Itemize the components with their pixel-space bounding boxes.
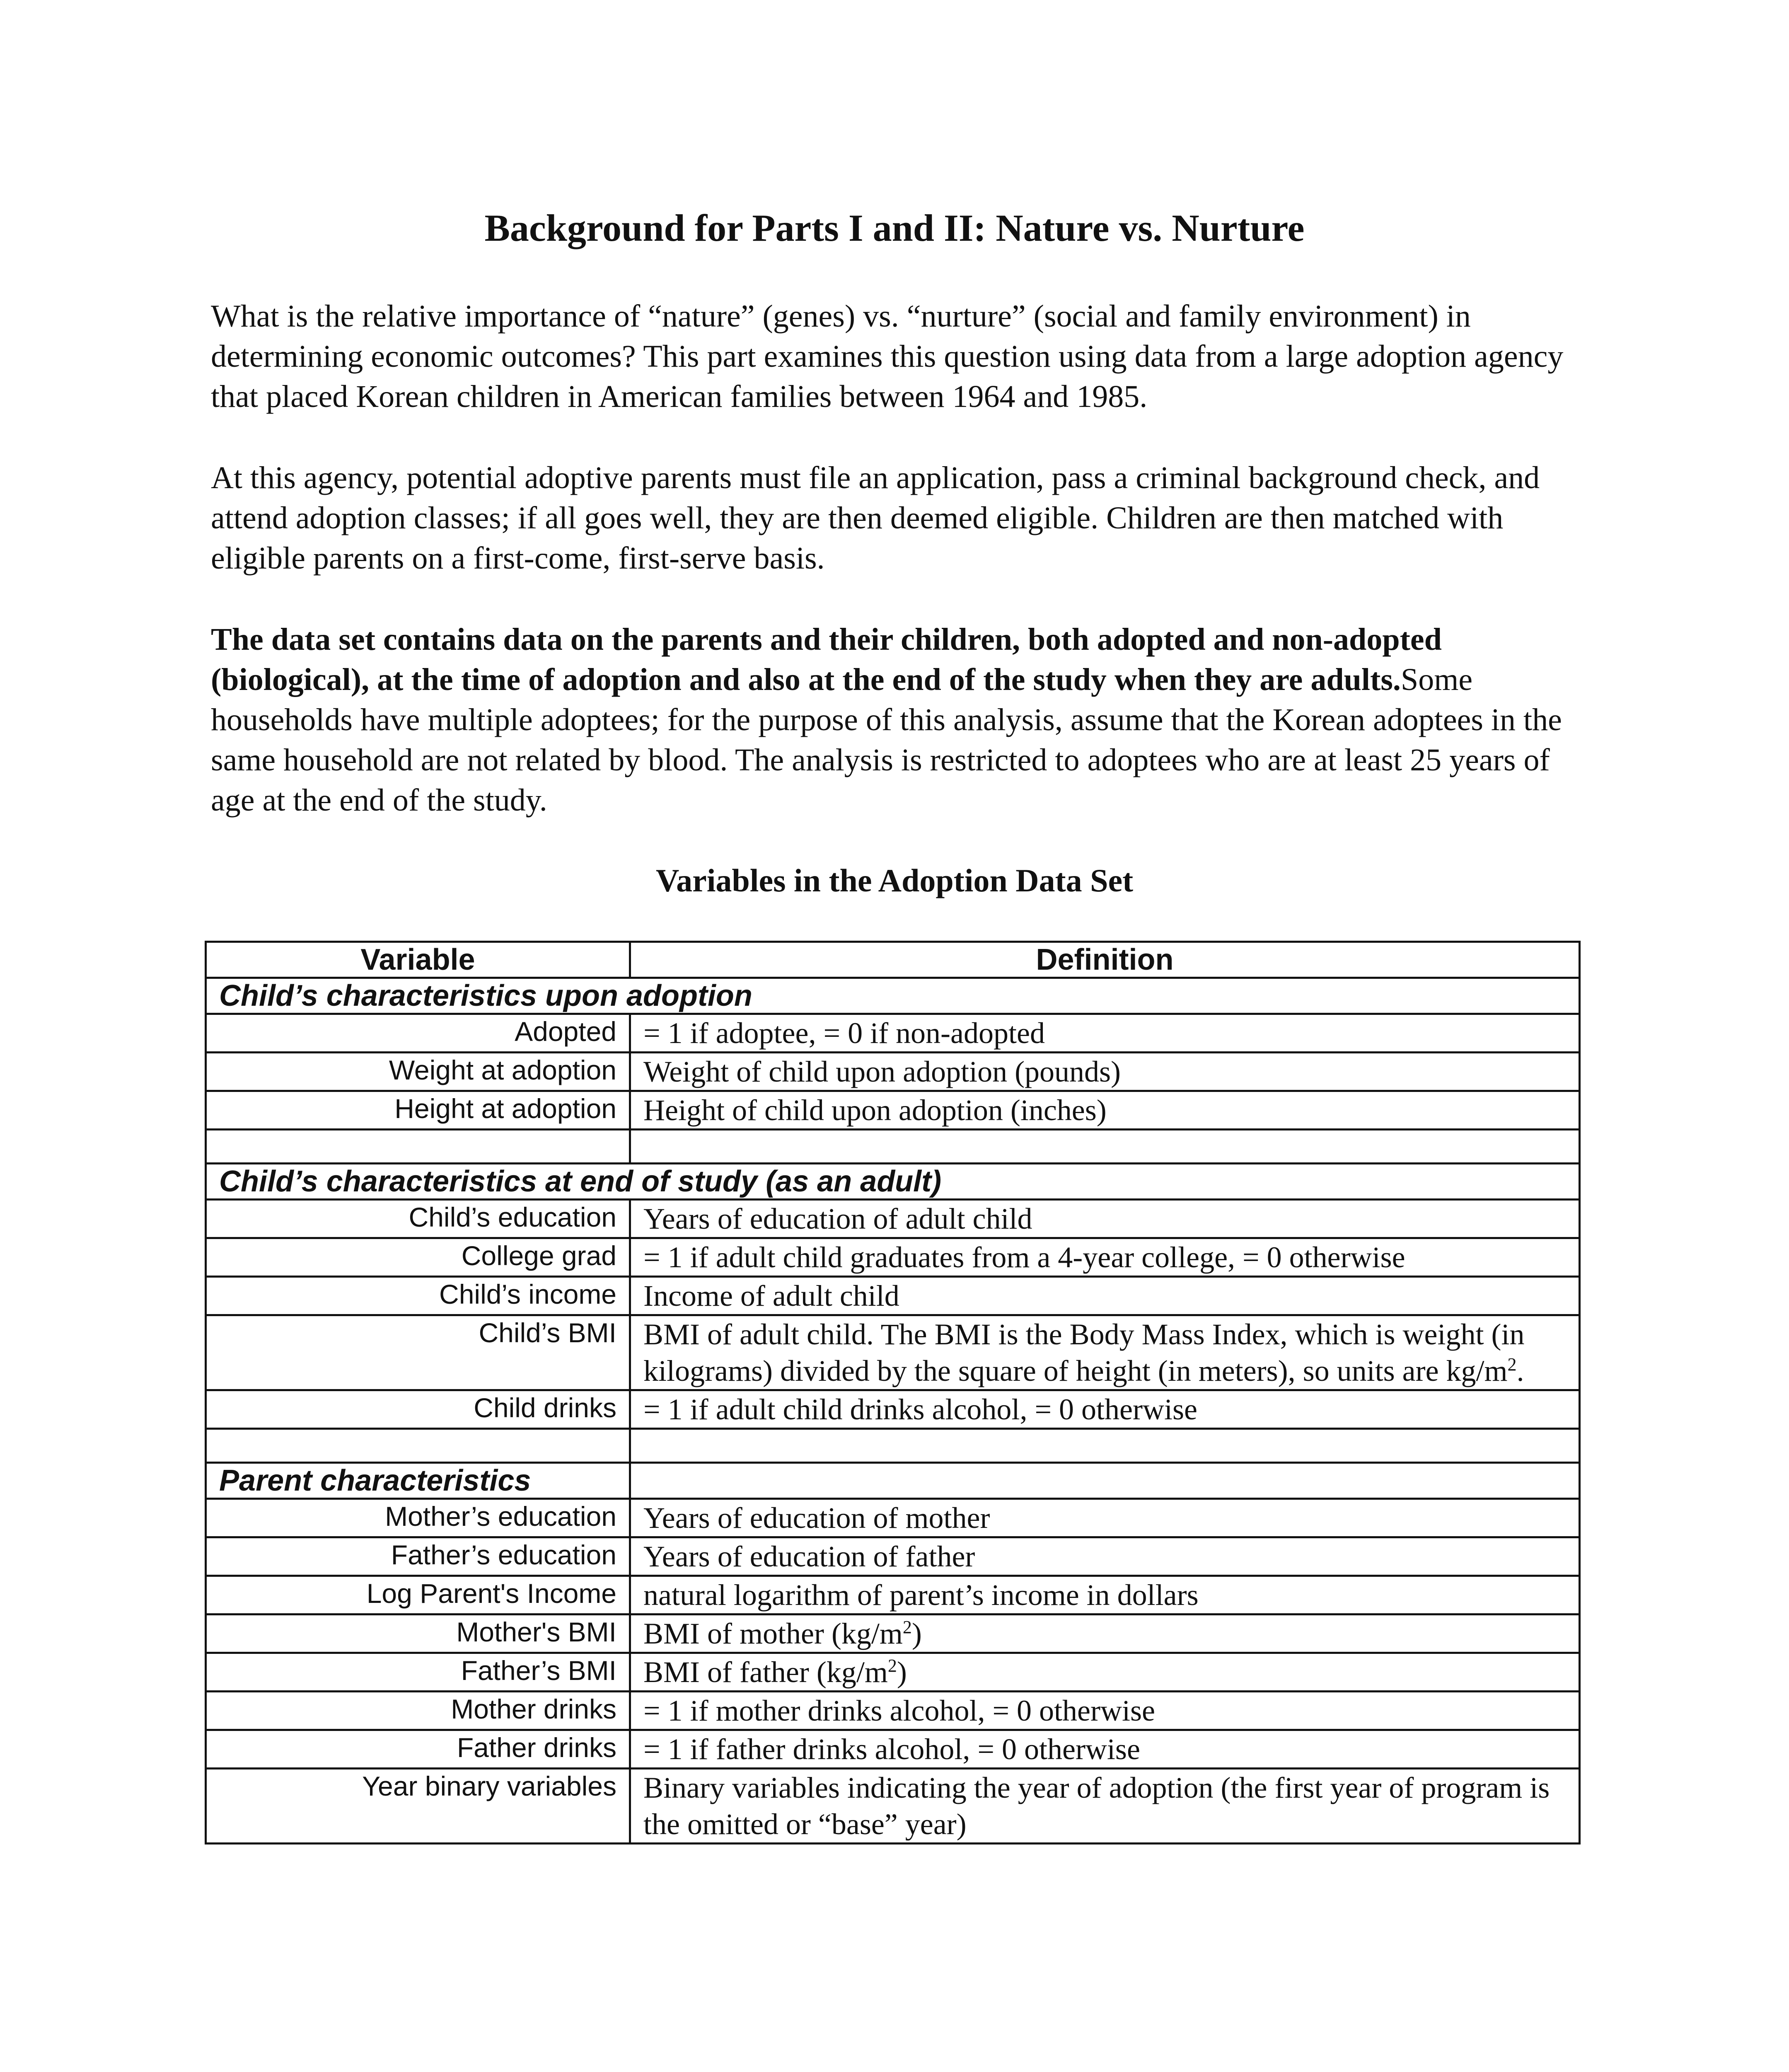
superscript: 2: [1507, 1354, 1517, 1375]
table-row: [206, 1315, 1580, 1390]
table-title: Variables in the Adoption Data Set: [655, 862, 1134, 898]
table-row: [206, 1014, 1580, 1053]
section-parent: Parent characteristics: [206, 1463, 630, 1499]
variable-name: Mother drinks: [206, 1692, 630, 1730]
table-row: [206, 1653, 1580, 1692]
table-row: [206, 1499, 1580, 1537]
page-title: Background for Parts I and II: Nature vs. Nurture: [484, 207, 1305, 249]
table-row: [206, 1238, 1580, 1277]
blank-cell: [206, 1429, 630, 1463]
table-header-row: [206, 942, 1580, 978]
variable-name: Father drinks: [206, 1730, 630, 1769]
mother-bmi-text: BMI of mother (kg/m: [643, 1617, 903, 1650]
variable-definition: Height of child upon adoption (inches): [630, 1091, 1580, 1130]
father-bmi-end: ): [897, 1656, 907, 1689]
variable-name: Child’s income: [206, 1277, 630, 1315]
paragraph-dataset: [211, 620, 1578, 821]
variable-name: Year binary variables: [206, 1769, 630, 1844]
variable-definition: Binary variables indicating the year of adoption (the first year of program is the omitted or “base” year): [630, 1769, 1580, 1844]
mother-bmi-end: ): [911, 1617, 922, 1650]
table-row: [206, 1692, 1580, 1730]
paragraph-dataset-bold: The data set contains data on the parents and their children, both adopted and non-adopted (biological), at the time of adoption and also at the end of the study when they are adults.: [211, 622, 1442, 697]
table-row: [206, 1537, 1580, 1576]
variable-definition: = 1 if adult child graduates from a 4-year college, = 0 otherwise: [630, 1238, 1580, 1277]
section-row: [206, 978, 1580, 1014]
variable-definition: natural logarithm of parent’s income in dollars: [630, 1576, 1580, 1615]
table-row: [206, 1200, 1580, 1238]
table-row: [206, 1091, 1580, 1130]
section-child-adoption: Child’s characteristics upon adoption: [206, 978, 1580, 1014]
paragraph-agency: At this agency, potential adoptive parents must file an application, pass a criminal background check, and attend adoption classes; if all goes well, they are then deemed eligible. Children are then matched with eligible parents on a first-come, first-serve basis.: [211, 460, 1540, 576]
father-bmi-text: BMI of father (kg/m: [643, 1656, 888, 1689]
table-row: [206, 1277, 1580, 1315]
variable-name: Child’s education: [206, 1200, 630, 1238]
variable-name: Child’s BMI: [206, 1315, 630, 1390]
variable-definition: Years of education of mother: [630, 1499, 1580, 1537]
variable-definition: [630, 1315, 1580, 1390]
table-row: [206, 1615, 1580, 1653]
variable-name: Log Parent's Income: [206, 1576, 630, 1615]
paragraph-intro: What is the relative importance of “nature” (genes) vs. “nurture” (social and family environment) in determining economic outcomes? This part examines this question using data from a large adoption agency that placed Korean children in American families between 1964 and 1985.: [211, 299, 1564, 414]
table-row: [206, 1053, 1580, 1091]
variable-name: Weight at adoption: [206, 1053, 630, 1091]
bmi-definition-end: .: [1516, 1354, 1524, 1387]
variable-name: Height at adoption: [206, 1091, 630, 1130]
table-row: [206, 1390, 1580, 1429]
section-row: [206, 1463, 1580, 1499]
variable-definition: Weight of child upon adoption (pounds): [630, 1053, 1580, 1091]
variable-definition: Income of adult child: [630, 1277, 1580, 1315]
blank-row: [206, 1130, 1580, 1164]
variable-name: Child drinks: [206, 1390, 630, 1429]
section-child-adult: Child’s characteristics at end of study (as an adult): [206, 1164, 1580, 1200]
blank-cell: [206, 1130, 630, 1164]
header-variable: Variable: [206, 942, 630, 978]
superscript: 2: [887, 1656, 897, 1676]
paragraph-dataset-rest: Some households have multiple adoptees; for the purpose of this analysis, assume that the Korean adoptees in the same household are not related by blood. The analysis is restricted to adoptees who are at least 25 years of age at the end of the study.: [211, 662, 1562, 818]
table-row: [206, 1576, 1580, 1615]
table-row: [206, 1730, 1580, 1769]
variable-name: Father’s BMI: [206, 1653, 630, 1692]
variable-definition: [630, 1653, 1580, 1692]
variable-name: Mother’s education: [206, 1499, 630, 1537]
variable-definition: [630, 1615, 1580, 1653]
variables-table: [205, 941, 1581, 1844]
table-row: [206, 1769, 1580, 1844]
variable-name: Mother's BMI: [206, 1615, 630, 1653]
variable-definition: = 1 if mother drinks alcohol, = 0 otherwise: [630, 1692, 1580, 1730]
variable-name: College grad: [206, 1238, 630, 1277]
blank-cell: [630, 1463, 1580, 1499]
section-row: [206, 1164, 1580, 1200]
variable-name: Father’s education: [206, 1537, 630, 1576]
header-definition: Definition: [630, 942, 1580, 978]
blank-cell: [630, 1130, 1580, 1164]
variable-definition: Years of education of father: [630, 1537, 1580, 1576]
superscript: 2: [902, 1617, 912, 1637]
variable-definition: = 1 if father drinks alcohol, = 0 otherwise: [630, 1730, 1580, 1769]
bmi-definition-text: BMI of adult child. The BMI is the Body Mass Index, which is weight (in kilograms) divided by the square of height (in meters), so units are kg/m: [643, 1318, 1525, 1387]
variable-definition: = 1 if adoptee, = 0 if non-adopted: [630, 1014, 1580, 1053]
variable-definition: Years of education of adult child: [630, 1200, 1580, 1238]
variable-definition: = 1 if adult child drinks alcohol, = 0 otherwise: [630, 1390, 1580, 1429]
blank-row: [206, 1429, 1580, 1463]
variable-name: Adopted: [206, 1014, 630, 1053]
blank-cell: [630, 1429, 1580, 1463]
